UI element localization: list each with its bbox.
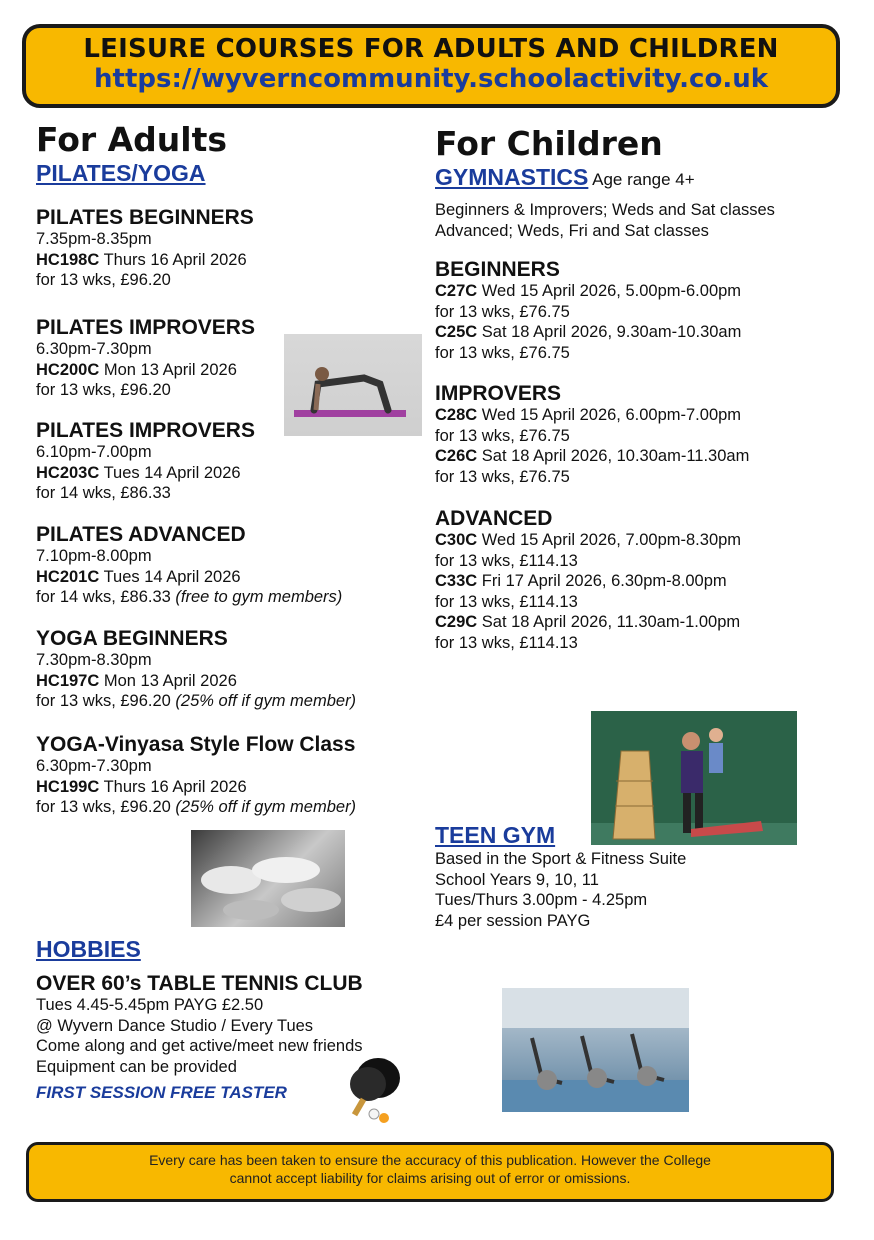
class-price: for 13 wks, £76.75 (435, 343, 570, 362)
intro-line: Beginners & Improvers; Weds and Sat classes (435, 201, 775, 219)
course-title: PILATES BEGINNERS (36, 206, 254, 229)
free-taster: FIRST SESSION FREE TASTER (36, 1083, 287, 1102)
club-line: @ Wyvern Dance Studio / Every Tues (36, 1016, 314, 1035)
class-price: for 13 wks, £114.13 (435, 633, 578, 652)
course-date: Mon 13 April 2026 (99, 360, 237, 379)
course-title: YOGA BEGINNERS (36, 627, 228, 650)
class-line (435, 446, 749, 467)
group-title: BEGINNERS (435, 258, 560, 281)
course-note: (25% off if gym member) (175, 692, 357, 710)
teen-gym-line: Tues/Thurs 3.00pm - 4.25pm (435, 891, 648, 909)
class-line (435, 405, 749, 426)
course-code: HC197C (36, 671, 100, 690)
class-price: for 13 wks, £76.75 (435, 467, 570, 486)
course-price-line (36, 691, 356, 712)
class-line (435, 571, 741, 592)
course-date: Mon 13 April 2026 (99, 671, 237, 690)
course-code: HC199C (36, 777, 100, 796)
class-price: for 13 wks, £114.13 (435, 592, 578, 611)
exercise-bikes-image (502, 988, 689, 1112)
class-line (435, 612, 741, 633)
course-code-date (36, 250, 254, 271)
class-detail: Sat 18 April 2026, 10.30am-11.30am (477, 447, 750, 465)
class-detail: Sat 18 April 2026, 9.30am-10.30am (477, 323, 742, 341)
class-code: C28C (435, 406, 478, 424)
course-pilates-advanced (36, 523, 342, 608)
course-code: HC203C (36, 463, 100, 482)
course-date: Thurs 16 April 2026 (99, 777, 247, 796)
course-title: YOGA-Vinyasa Style Flow Class (36, 733, 356, 756)
intro-line: Advanced; Weds, Fri and Sat classes (435, 221, 709, 240)
banner-title: LEISURE COURSES FOR ADULTS AND CHILDREN (83, 34, 779, 64)
class-code: C30C (435, 531, 478, 549)
teen-gym-line: Based in the Sport & Fitness Suite (435, 850, 687, 868)
course-code-date (36, 463, 255, 484)
course-code-date (36, 671, 356, 692)
age-range: Age range 4+ (588, 170, 695, 189)
gymnastics-heading-line (435, 164, 695, 191)
pilates-yoga-heading: PILATES/YOGA (36, 160, 206, 186)
course-pilates-improvers-1 (36, 316, 255, 401)
course-price: for 13 wks, £96.20 (36, 798, 176, 816)
yoga-class-image (191, 830, 345, 927)
course-code-date (36, 777, 356, 798)
course-title: PILATES IMPROVERS (36, 419, 255, 442)
gymnastics-vault-image (591, 711, 797, 845)
course-pilates-beginners (36, 206, 254, 291)
course-code-date (36, 567, 342, 588)
course-pilates-improvers-2 (36, 419, 255, 504)
course-yoga-beginners (36, 627, 356, 712)
teen-gym-details (435, 849, 686, 931)
class-detail: Wed 15 April 2026, 5.00pm-6.00pm (477, 282, 742, 300)
group-title: ADVANCED (435, 507, 553, 530)
course-time: 7.30pm-8.30pm (36, 651, 152, 669)
course-note: (free to gym members) (175, 588, 343, 606)
children-heading: For Children (435, 124, 663, 163)
course-price: for 13 wks, £96.20 (36, 381, 171, 399)
yoga-class-photo (191, 830, 345, 927)
gymnastics-intro (435, 200, 775, 241)
table-tennis-club (36, 972, 363, 1103)
class-code: C29C (435, 613, 478, 631)
disclaimer-footer (26, 1142, 834, 1202)
club-line: Come along and get active/meet new friends (36, 1037, 363, 1055)
class-line (435, 530, 741, 551)
gymnastics-heading: GYMNASTICS (435, 164, 589, 190)
course-time: 6.10pm-7.00pm (36, 443, 152, 461)
fitness-suite-photo (502, 988, 689, 1112)
course-yoga-vinyasa (36, 733, 356, 818)
course-date: Tues 14 April 2026 (99, 463, 241, 482)
disclaimer-line-1: Every care has been taken to ensure the accuracy of this publication. However the College (149, 1152, 711, 1168)
class-price: for 13 wks, £76.75 (435, 426, 570, 445)
group-beginners (435, 258, 741, 363)
club-title: OVER 60’s TABLE TENNIS CLUB (36, 972, 363, 995)
group-advanced (435, 507, 741, 653)
course-time: 7.35pm-8.35pm (36, 230, 152, 248)
class-detail: Sat 18 April 2026, 11.30am-1.00pm (477, 613, 741, 631)
course-date: Tues 14 April 2026 (99, 567, 241, 586)
class-detail: Wed 15 April 2026, 7.00pm-8.30pm (477, 531, 742, 549)
teen-gym-line: £4 per session PAYG (435, 911, 591, 930)
pilates-figure-image (284, 334, 422, 436)
course-time: 6.30pm-7.30pm (36, 340, 152, 358)
course-note: (25% off if gym member) (175, 798, 357, 816)
club-line: Equipment can be provided (36, 1057, 237, 1076)
teen-gym-heading: TEEN GYM (435, 822, 556, 848)
class-code: C26C (435, 447, 478, 465)
course-price: for 13 wks, £96.20 (36, 271, 171, 289)
class-line (435, 281, 741, 302)
gymnastics-photo (591, 711, 797, 845)
course-code: HC201C (36, 567, 100, 586)
class-code: C27C (435, 282, 478, 300)
course-code: HC200C (36, 360, 100, 379)
class-code: C33C (435, 572, 478, 590)
course-price: for 14 wks, £86.33 (36, 484, 171, 502)
banner-url[interactable]: https://wyverncommunity.schoolactivity.co.uk (94, 64, 768, 94)
course-code-date (36, 360, 255, 381)
course-title: PILATES ADVANCED (36, 523, 246, 546)
table-tennis-bats-image (344, 1054, 406, 1126)
group-title: IMPROVERS (435, 382, 562, 405)
pilates-photo (284, 334, 422, 436)
course-price-line (36, 587, 342, 608)
hobbies-heading: HOBBIES (36, 936, 141, 962)
course-price-line (36, 797, 356, 818)
disclaimer-line-2: cannot accept liability for claims arising out of error or omissions. (229, 1170, 631, 1186)
class-detail: Fri 17 April 2026, 6.30pm-8.00pm (477, 572, 727, 590)
class-line (435, 322, 741, 343)
course-time: 7.10pm-8.00pm (36, 547, 152, 565)
class-price: for 13 wks, £114.13 (435, 551, 578, 570)
course-code: HC198C (36, 250, 100, 269)
class-price: for 13 wks, £76.75 (435, 302, 570, 321)
class-detail: Wed 15 April 2026, 6.00pm-7.00pm (477, 406, 742, 424)
course-price: for 14 wks, £86.33 (36, 588, 176, 606)
class-code: C25C (435, 323, 478, 341)
teen-gym-line: School Years 9, 10, 11 (435, 870, 599, 889)
course-title: PILATES IMPROVERS (36, 316, 255, 339)
course-price: for 13 wks, £96.20 (36, 692, 176, 710)
adults-heading: For Adults (36, 120, 228, 159)
ping-pong-icon (344, 1054, 406, 1126)
club-line: Tues 4.45-5.45pm PAYG £2.50 (36, 996, 264, 1014)
header-banner (22, 24, 840, 108)
course-date: Thurs 16 April 2026 (99, 250, 247, 269)
group-improvers (435, 382, 749, 487)
course-time: 6.30pm-7.30pm (36, 757, 152, 775)
